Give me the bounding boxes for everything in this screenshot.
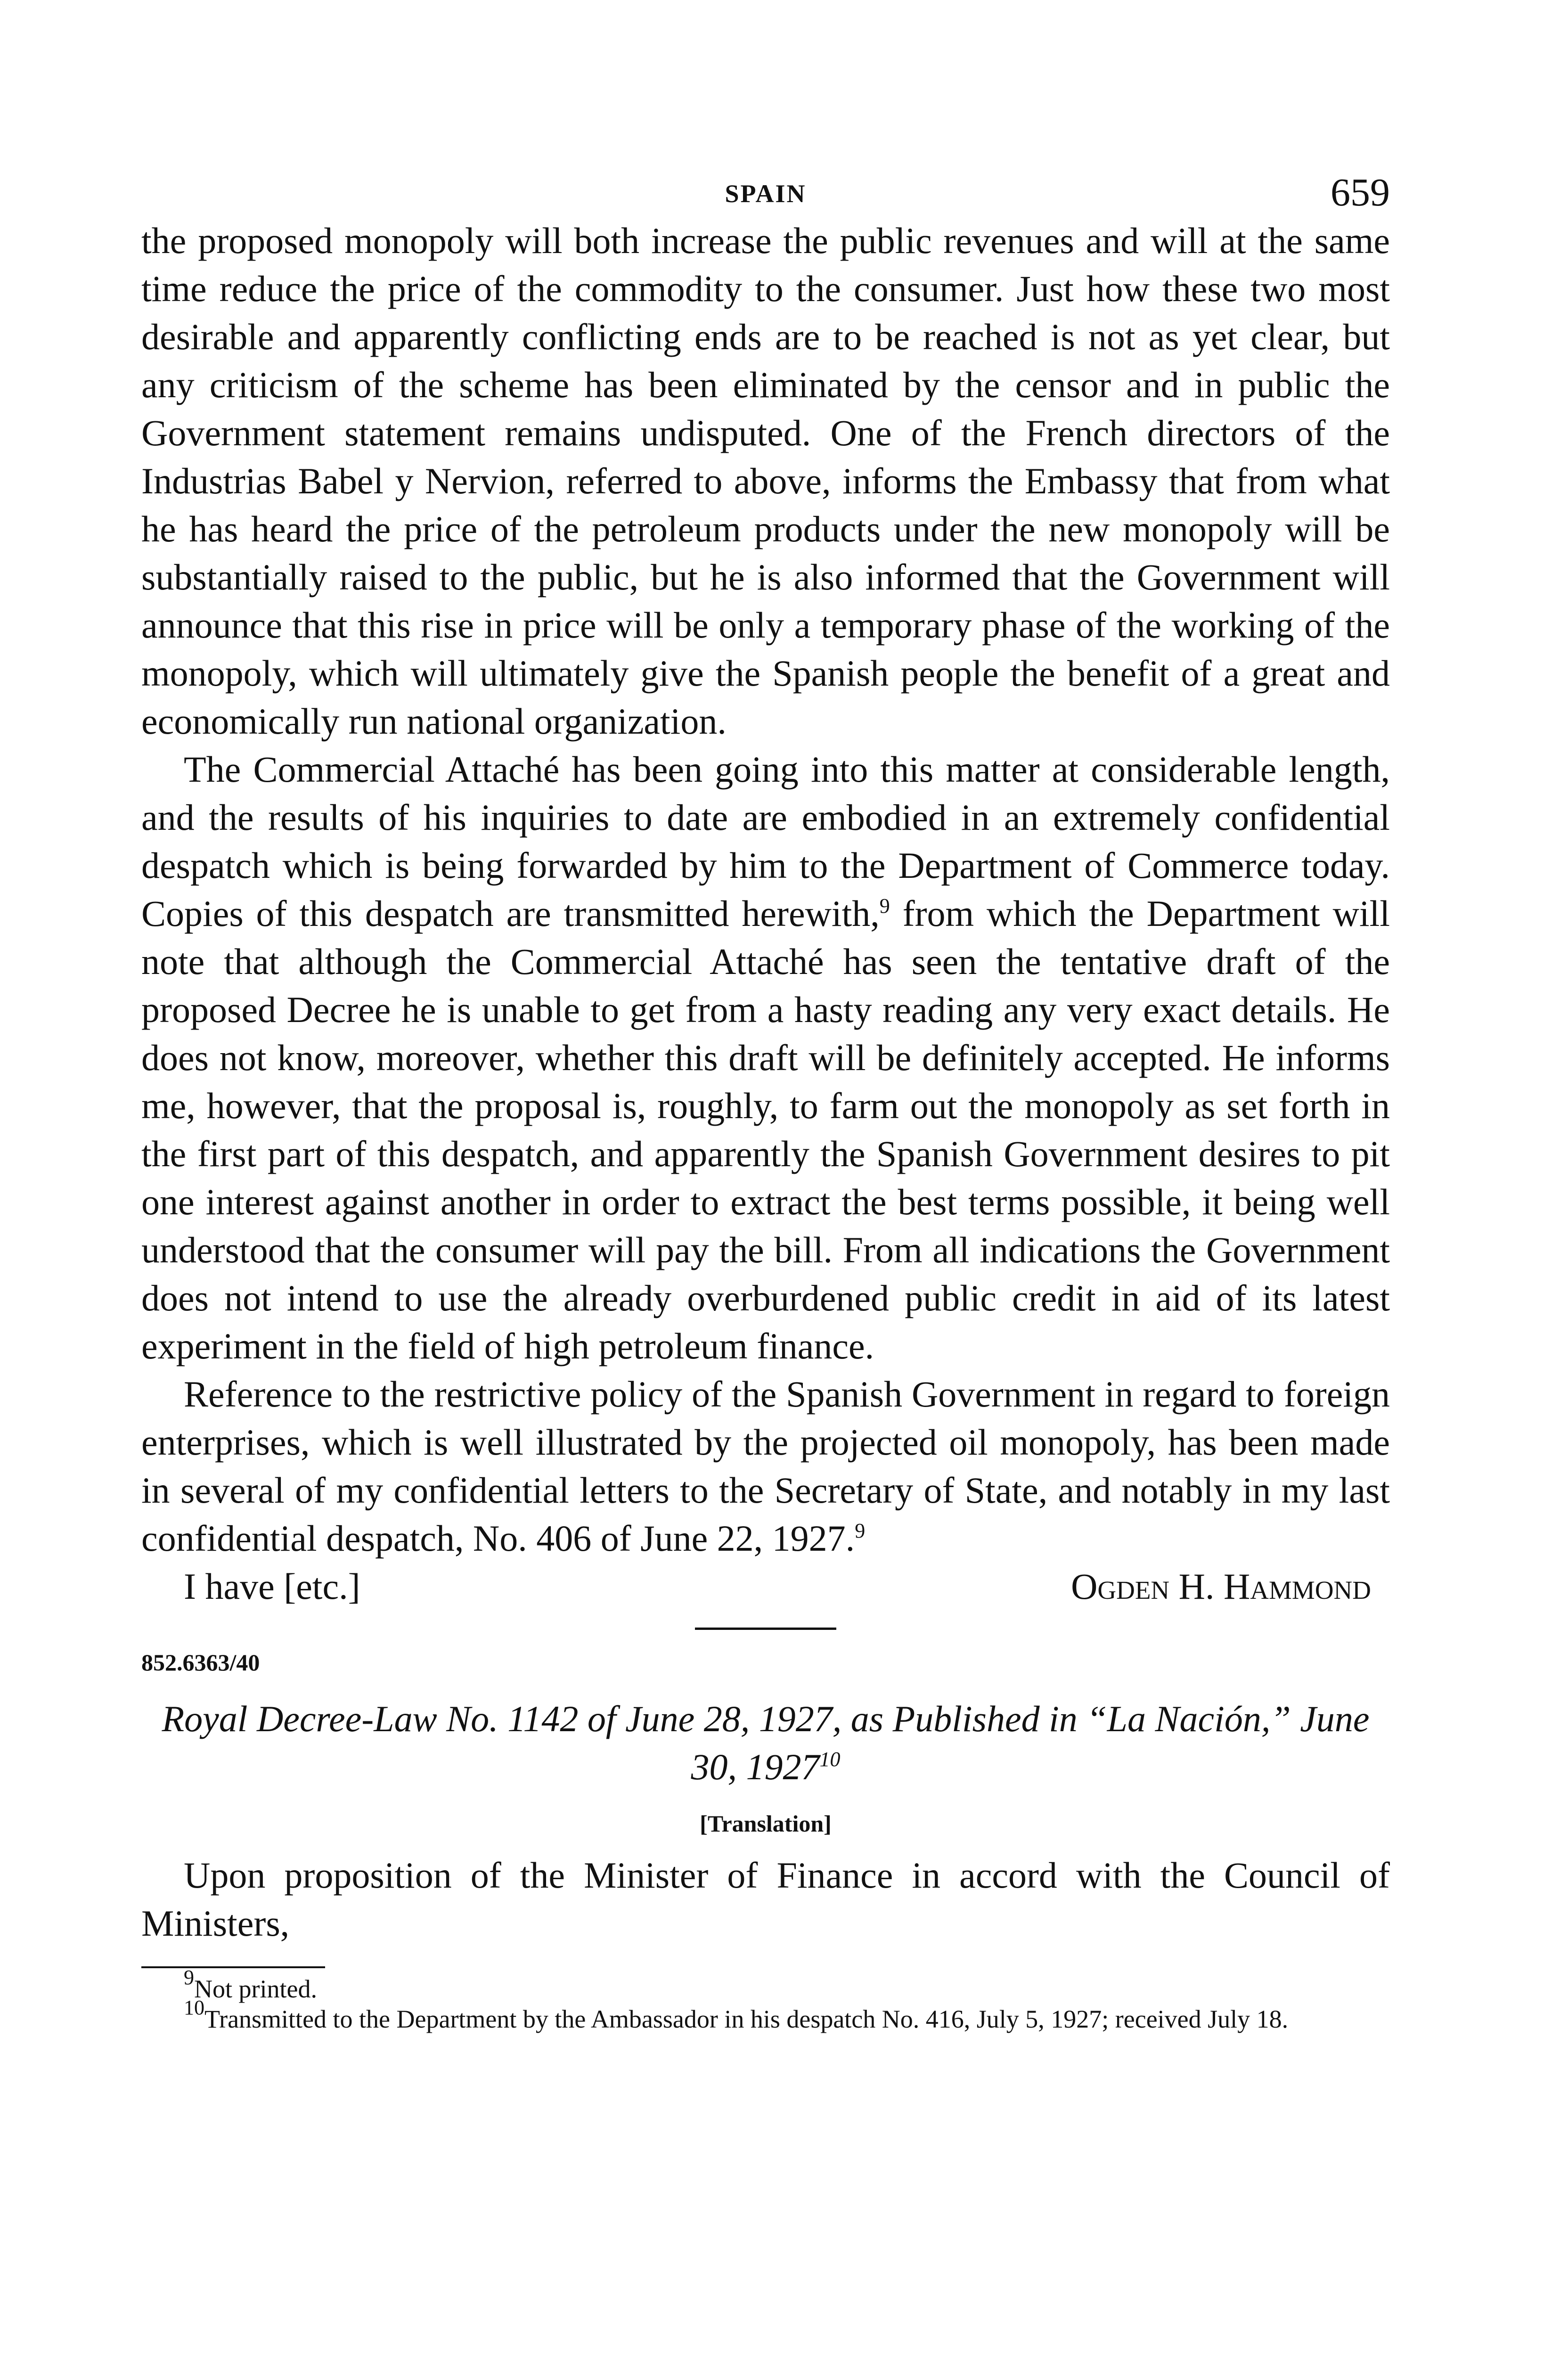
footnote-9 [141, 1966, 1390, 2004]
document-title [160, 1695, 1371, 1791]
page-number: 659 [1331, 171, 1390, 214]
footnote-9-text: Not printed. [194, 1975, 317, 2003]
translation-label: [Translation] [700, 1810, 832, 1837]
decree-text [141, 1851, 1390, 1947]
footnote-ref-9b: 9 [855, 1519, 866, 1542]
file-number: 852.6363/40 [141, 1649, 260, 1676]
document-page [141, 160, 1390, 2034]
paragraph-3-text: Reference to the restrictive policy of the Spanish Government in regard to foreign enterprises, which is well illustrated by the projected oil monopoly, has been made in several of my confidential letters to the Secretary of State, and notably in my last confidential despatch, No. 406 of June 22, 1927. [141, 1374, 1390, 1559]
signature-line [141, 1562, 1390, 1611]
footnote-10-text: Transmitted to the Department by the Ambassador in his despatch No. 416, July 5, 1927; received July 18. [204, 2005, 1289, 2033]
footnote-divider [141, 1966, 325, 1968]
paragraph-2-part-a: The Commercial Attaché has been going into this matter at considerable length, and the results of his inquiries to date are embodied in an extremely confidential despatch which is being forwarded by him to the Department of Commerce today. Copies of this despatch are transmitted herewith, [141, 749, 1390, 934]
page-header [141, 160, 1390, 217]
signatory-name: Ogden H. Hammond [1071, 1566, 1371, 1607]
decree-opening: Upon proposition of the Minister of Finance in accord with the Council of Ministers, [141, 1855, 1390, 1944]
paragraph-1: the proposed monopoly will both increase the public revenues and will at the same time reduce the price of the commodity to the consumer. Just how these two most desirable and apparently conflicting ends are to be reached is not as yet clear, but any criticism of the scheme has been eliminated by the censor and in public the Government statement remains undisputed. One of the French directors of the Industrias Babel y Nervion, referred to above, informs the Embassy that from what he has heard the price of the petroleum products under the new monopoly will be substantially raised to the public, but he is also informed that the Government will announce that this rise in price will be only a temporary phase of the working of the monopoly, which will ultimately give the Spanish people the benefit of a great and economically run national organization. [141, 220, 1390, 742]
paragraph-3 [141, 1370, 1390, 1562]
footnote-10-mark: 10 [184, 1996, 204, 2019]
footnote-ref-10: 10 [819, 1748, 841, 1771]
body-text [141, 217, 1390, 1562]
footnote-10 [141, 1996, 1390, 2034]
document-title-text: Royal Decree-Law No. 1142 of June 28, 1927, as Published in “La Nación,” June 30, 1927 [162, 1698, 1370, 1787]
footnote-ref-9: 9 [879, 894, 890, 917]
section-divider [695, 1628, 836, 1630]
footnote-9-mark: 9 [184, 1966, 194, 1989]
paragraph-2 [141, 745, 1390, 1370]
paragraph-2-part-b: from which the Department will note that although the Commercial Attaché has seen the tentative draft of the proposed Decree he is unable to get from a hasty reading any very exact details. He does not know, moreover, whether this draft will be definitely accepted. He informs me, however, that the proposal is, roughly, to farm out the monopoly as set forth in the first part of this despatch, and apparently the Spanish Government desires to pit one interest against another in order to extract the best terms possible, it being well understood that the consumer will pay the bill. From all indications the Government does not intend to use the already overburdened public credit in aid of its latest experiment in the field of high petroleum finance. [141, 893, 1390, 1366]
closing-text: I have [etc.] [184, 1566, 360, 1607]
running-head: SPAIN [725, 180, 807, 208]
footnotes [141, 1966, 1390, 2034]
